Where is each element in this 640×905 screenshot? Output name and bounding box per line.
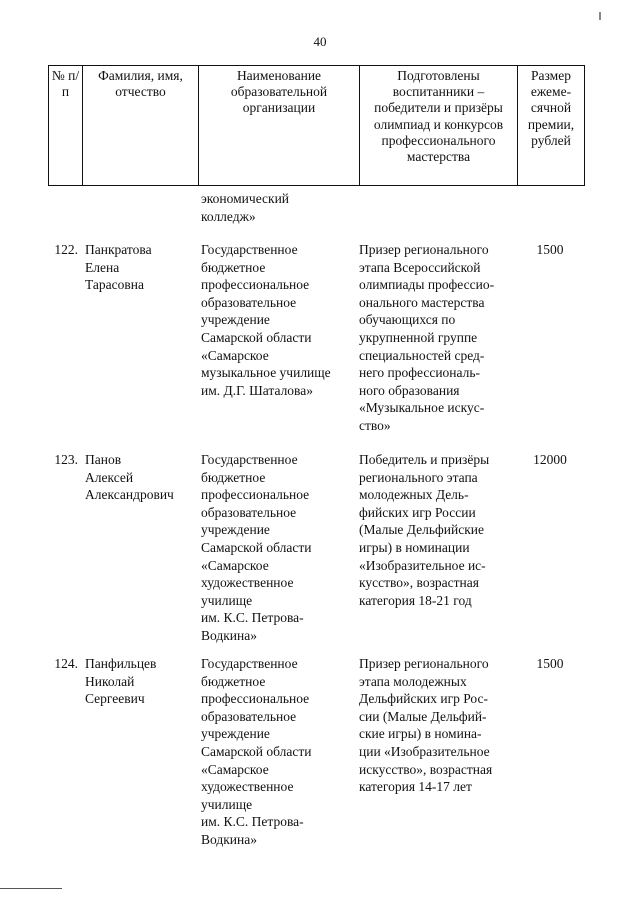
org-line: Самарской области [201,329,312,345]
org-line: музыкальное училище [201,365,331,381]
achievement [359,655,511,796]
prize-amount: 1500 [536,242,564,257]
org-line: Водкина» [201,627,257,643]
ach-line: специальностей сред- [359,347,485,363]
ach-line: обучающихся по [359,312,456,328]
row-number: 122. [54,242,78,257]
ach-line: искусство», возрастная [359,761,493,777]
ach-line: молодежных Дель- [359,487,469,503]
org-line: Государственное [201,452,298,467]
person-name [85,241,197,294]
row-number: 124. [54,656,78,671]
ach-line: онального мастерства [359,294,485,310]
organization [201,241,348,399]
org-line: профессиональное [201,277,310,293]
ach-line: сии (Малые Дельфий- [359,708,487,724]
header-num: № п/п [49,66,83,185]
ach-line: ции «Изобразительное [359,743,490,759]
achievement [359,241,511,435]
org-line: училище [201,592,253,608]
name-line: Панов [85,452,122,467]
ach-line: (Малые Дельфийские [359,522,485,538]
ach-line: ские игры) в номина- [359,726,482,742]
org-line: бюджетное [201,469,266,485]
ach-line: Призер регионального [359,242,489,257]
page-number: 40 [313,34,327,49]
organization [201,655,348,849]
org-line: Государственное [201,656,298,671]
org-line: Государственное [201,242,298,257]
person-name [85,451,197,504]
ach-line: категория 18-21 год [359,592,472,608]
ach-line: игры) в номинации [359,539,470,555]
org-line: учреждение [201,522,270,538]
ach-line: Победитель и призёры [359,452,490,467]
table-header [48,65,585,186]
achievement [359,451,511,609]
row-number: 123. [54,452,78,467]
ach-line: Призер регионального [359,656,489,671]
ach-line: фийских игр России [359,504,476,520]
header-prize: Размер ежеме-сячной премии, рублей [527,68,575,148]
org-line: «Самарское [201,761,269,777]
organization [201,451,348,645]
name-line: Александрович [85,487,174,503]
name-line: Сергеевич [85,691,145,707]
name-line: Елена [85,259,120,275]
org-line: бюджетное [201,673,266,689]
name-line: Панкратова [85,242,152,257]
org-line: «Самарское [201,557,269,573]
org-line: им. К.С. Петрова- [201,610,304,626]
org-line: учреждение [201,312,270,328]
org-line: экономический [201,191,290,206]
ach-line: него профессиональ- [359,365,481,381]
ach-line: Дельфийских игр Рос- [359,691,488,707]
name-line: Николай [85,673,135,689]
ach-line: «Музыкальное искус- [359,400,485,416]
prize-amount: 1500 [536,656,564,671]
prize-amount: 12000 [533,452,567,467]
header-achievements: Подготовлены воспитанники – победители и призёры олимпиад и конкурсов профессионального мастерства [360,66,518,185]
org-line: профессиональное [201,487,310,503]
org-line: им. Д.Г. Шаталова» [201,382,313,398]
org-line: образовательное [201,708,297,724]
org-line: училище [201,796,253,812]
ach-line: укрупненной группе [359,329,478,345]
name-line: Панфильцев [85,656,157,671]
ach-line: «Изобразительное ис- [359,557,486,573]
org-line: им. К.С. Петрова- [201,814,304,830]
org-line: Самарской области [201,539,312,555]
org-line: бюджетное [201,259,266,275]
org-line: учреждение [201,726,270,742]
ach-line: этапа молодежных [359,673,467,689]
org-line: «Самарское [201,347,269,363]
name-line: Алексей [85,469,134,485]
ach-line: ного образования [359,382,460,398]
header-name: Фамилия, имя, отчество [83,66,199,185]
ach-line: этапа Всероссийской [359,259,481,275]
person-name [85,655,197,708]
org-line: Самарской области [201,743,312,759]
org-line: Водкина» [201,831,257,847]
org-line: художественное [201,575,294,591]
org-line: колледж» [201,208,256,224]
org-line: художественное [201,779,294,795]
ach-line: регионального этапа [359,469,478,485]
continuation-organization [201,190,348,225]
ach-line: кусство», возрастная [359,575,479,591]
ach-line: ство» [359,417,391,433]
scan-artifact-mark [599,12,601,20]
name-line: Тарасовна [85,277,144,293]
header-organization: Наименование образовательной организации [199,66,360,185]
ach-line: олимпиады профессио- [359,277,495,293]
org-line: образовательное [201,294,297,310]
org-line: профессиональное [201,691,310,707]
scan-artifact-line [0,888,62,889]
org-line: образовательное [201,504,297,520]
ach-line: категория 14-17 лет [359,779,472,795]
